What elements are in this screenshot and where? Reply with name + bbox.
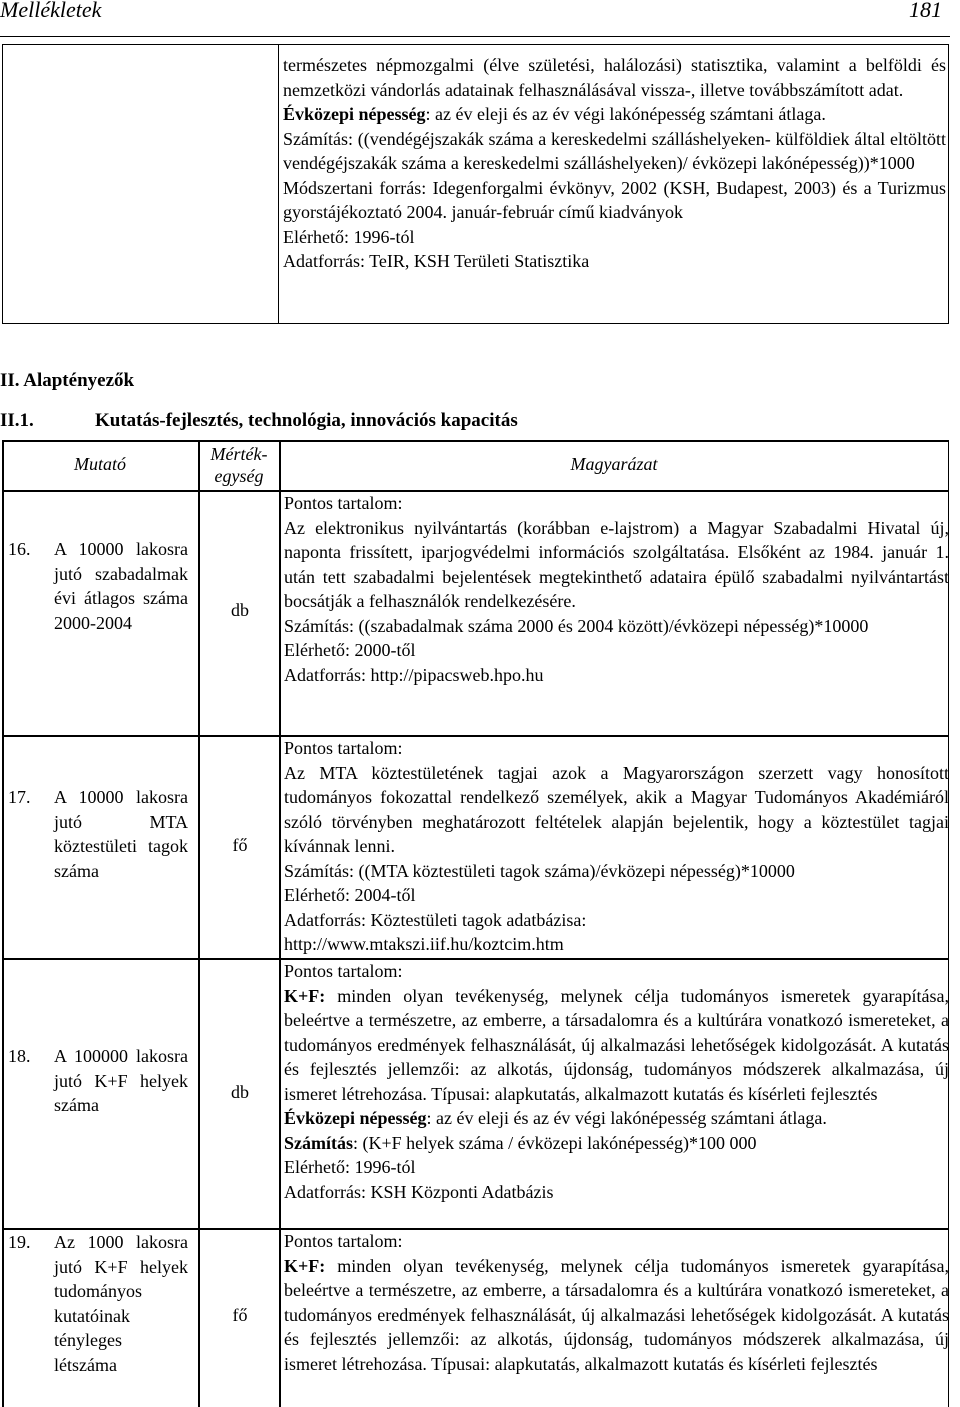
table-border — [2, 440, 949, 442]
continued-table-box — [2, 44, 949, 324]
unit-value: fő — [232, 1305, 248, 1325]
header-magyarazat: Magyarázat — [570, 454, 658, 474]
desc-line: természetes népmozgalmi (élve születési, halálozási) statisztika, valamint a belföldi és nemzetközi vándorlás adatainak felhasználásával vissza-, illetve továbbszámított adat. — [283, 55, 946, 100]
column-divider — [198, 440, 200, 1407]
indicator-name: 18. A 100000 lakosra jutó K+F helyek száma — [8, 1046, 188, 1115]
section-heading: II. Alaptényezők — [0, 370, 135, 391]
indicator-description: Pontos tartalom: K+F: minden olyan tevékenység, melynek célja tudományos ismeretek gyarapítása, beleértve a természetre, az emberre, a társadalomra és a kultúrára vonatkozó ismereteket, a tudományos eredmények felhasználását, új alkalmazási lehetőségek kidolgozását. A kutatás és fejlesztés jellemzői: az alkotás, újdonság, tudományos módszerek alkalmazása, új ismeret létrehozása. Típusai: alapkutatás, alkalmazott kutatás és kísérleti fejlesztés — [284, 1231, 949, 1374]
header-rule — [0, 36, 950, 37]
header-section-title: Mellékletek — [0, 0, 102, 22]
header-unit: Mérték- egység — [210, 444, 268, 486]
desc-line: Számítás: ((vendégéjszakák száma a kereskedelmi szálláshelyeken- külföldiek által eltöltött vendégéjszakák száma a kereskedelmi szálláshelyeken)/ évközepi lakónépesség))*1000 — [283, 128, 946, 173]
desc-line: Módszertani forrás: Idegenforgalmi évkönyv, 2002 (KSH, Budapest, 2003) és a Turizmus gyorstájékoztató 2004. január-február című kiadványok — [283, 177, 946, 222]
subsection-title: Kutatás-fejlesztés, technológia, innovációs kapacitás — [95, 410, 518, 431]
subsection-heading — [0, 410, 518, 432]
desc-line: Elérhető: 1996-tól — [283, 226, 415, 247]
header-mutato: Mutató — [74, 454, 126, 474]
subsection-number: II.1. — [0, 410, 34, 431]
table-border — [2, 440, 4, 1407]
indicator-table — [2, 440, 949, 1407]
indicator-name: 17. A 10000 lakosra jutó MTA köztestületi tagok száma — [8, 787, 188, 881]
indicator-description: Pontos tartalom: Az elektronikus nyilvántartás (korábban e-lajstrom) a Magyar Szabadalmi Hivatal új, naponta frissített, iparjogvédelmi információs szolgáltatása. Elsőként az 1984. január 1. után tett szabadalmi bejelentések megtekinthető adataira épülő szabadalmi nyilvántartást bocsátják a felhasználók rendelkezésére. Számítás: ((szabadalmak száma 2000 és 2004 között)/évközepi népesség)*10000 Elérhető: 2000-től Adatforrás: http://pipacsweb.hpo.hu — [284, 493, 949, 685]
continued-description — [283, 53, 946, 274]
desc-line: Évközepi népesség: az év eleji és az év végi lakónépesség számtani átlaga. — [283, 104, 826, 124]
page-header — [0, 0, 960, 40]
unit-value: db — [231, 600, 249, 620]
page-number: 181 — [909, 0, 942, 22]
unit-value: fő — [232, 835, 248, 855]
indicator-description: Pontos tartalom: Az MTA köztestületének tagjai azok a Magyarországon szerzett vagy honosított tudományos fokozattal rendelkező személyek, akik a Magyar Tudományos Akadémiáról szóló törvényben meghatározott feltételek alapján bejelentik, hogy a köztestület tagjai kívánnak lenni. Számítás: ((MTA köztestületi tagok száma)/évközepi népesség)*10000 Elérhető: 2004-től Adatforrás: Köztestületi tagok adatbázisa: http://www.mtakszi.iif.hu/koztcim.htm — [284, 738, 949, 954]
desc-line: Adatforrás: TeIR, KSH Területi Statisztika — [283, 251, 590, 271]
column-divider — [279, 440, 281, 1407]
column-divider — [278, 45, 279, 323]
indicator-description: Pontos tartalom: K+F: minden olyan tevékenység, melynek célja tudományos ismeretek gyarapítása, beleértve a természetre, az emberre, a társadalomra és a kultúrára vonatkozó ismereteket, a tudományos eredmények felhasználását, új alkalmazási lehetőségek kidolgozását. A kutatás és fejlesztés jellemzői: az alkotás, újdonság, tudományos módszerek alkalmazása, új ismeret létrehozása. Típusai: alapkutatás, alkalmazott kutatás és kísérleti fejlesztés Évközepi népesség: az év eleji és az év végi lakónépesség számtani átlaga. Számítás: (K+F helyek száma / évközepi lakónépesség)*100 000 Elérhető: 1996-tól Adatforrás: KSH Központi Adatbázis — [284, 961, 949, 1202]
indicator-name: 16. A 10000 lakosra jutó szabadalmak évi átlagos száma 2000-2004 — [8, 539, 188, 633]
indicator-name: 19. Az 1000 lakosra jutó K+F helyek tudományos kutatóinak tényleges létszáma — [8, 1232, 188, 1375]
unit-value: db — [231, 1082, 249, 1102]
